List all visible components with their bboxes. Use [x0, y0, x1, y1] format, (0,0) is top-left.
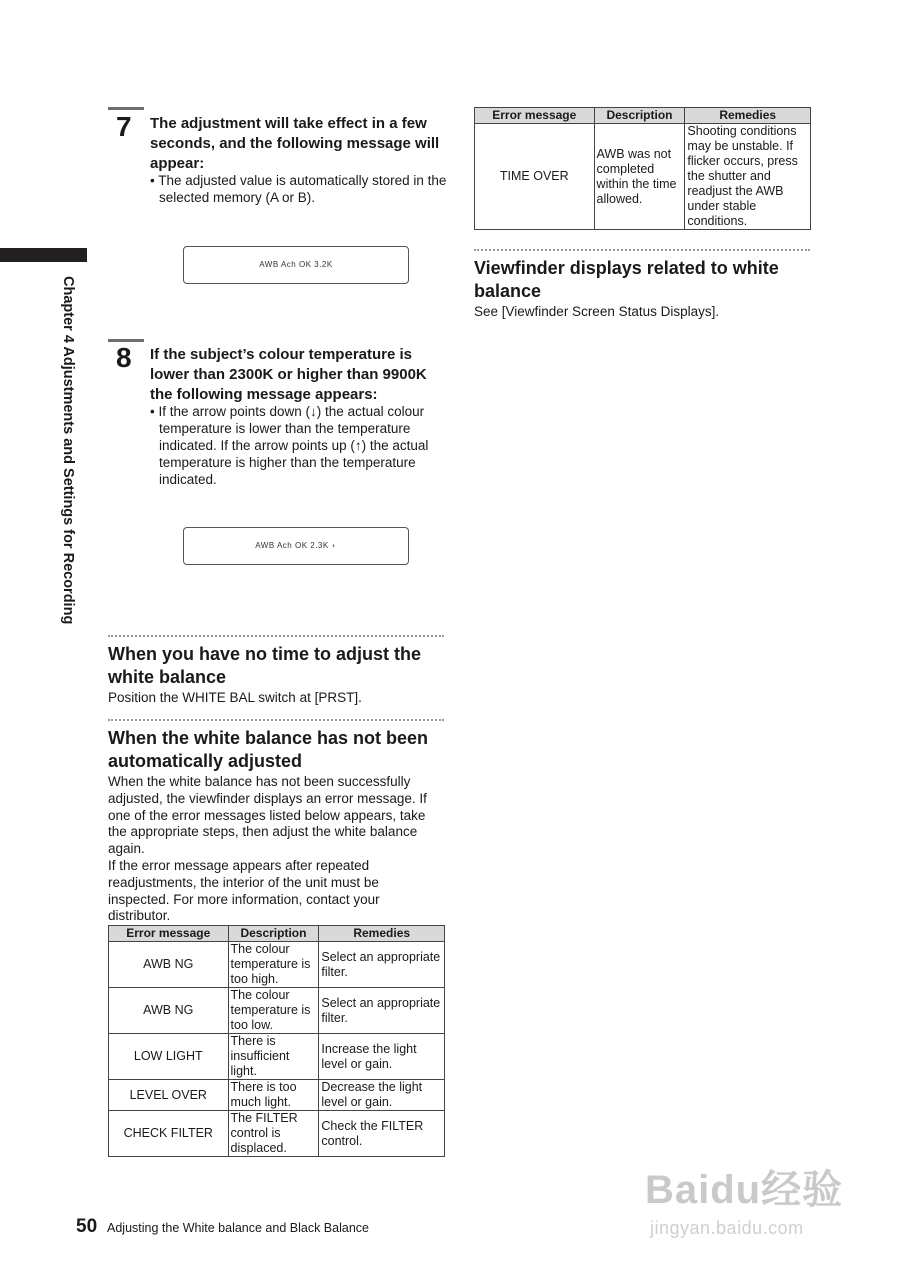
- step-8-title: If the subject’s colour temperature is lower than 2300K or higher than 9900K the following message appears:: [150, 346, 427, 403]
- header-remedies: Remedies: [319, 926, 445, 942]
- viewfinder-heading: Viewfinder displays related to white balance: [474, 258, 779, 301]
- baidu-watermark-logo: Baidu经验: [645, 1168, 844, 1212]
- header-description: Description: [594, 108, 685, 124]
- error-message-cell: LOW LIGHT: [109, 1034, 229, 1080]
- description-cell: The colour temperature is too low.: [228, 988, 319, 1034]
- description-cell: AWB was not completed within the time allowed.: [594, 124, 685, 230]
- description-cell: There is insufficient light.: [228, 1034, 319, 1080]
- header-remedies: Remedies: [685, 108, 811, 124]
- remedy-cell: Select an appropriate filter.: [319, 988, 445, 1034]
- error-message-cell: LEVEL OVER: [109, 1080, 229, 1111]
- error-message-table: [108, 925, 445, 1157]
- remedy-cell: Decrease the light level or gain.: [319, 1080, 445, 1111]
- table-header-row: [475, 108, 811, 124]
- section-divider: [108, 719, 444, 721]
- table-row: [109, 1111, 445, 1157]
- viewfinder-text: See [Viewfinder Screen Status Displays].: [474, 304, 720, 319]
- error-message-cell: CHECK FILTER: [109, 1111, 229, 1157]
- no-time-heading: When you have no time to adjust the white balance: [108, 644, 422, 687]
- table-header-row: [109, 926, 445, 942]
- step-8-bullet: • If the arrow points down (↓) the actual colour temperature is lower than the temperature indicated. If the arrow points up (↑) the actual temperature is higher than the temperature indicated.: [150, 404, 429, 487]
- description-cell: The colour temperature is too high.: [228, 942, 319, 988]
- table-row: [475, 124, 811, 230]
- remedy-cell: Check the FILTER control.: [319, 1111, 445, 1157]
- description-cell: The FILTER control is displaced.: [228, 1111, 319, 1157]
- header-error-message: Error message: [109, 926, 229, 942]
- step-7-title: The adjustment will take effect in a few seconds, and the following message will appear:: [150, 115, 440, 172]
- section-divider: [108, 635, 444, 637]
- step-8-number: 8: [116, 342, 132, 373]
- table-row: [109, 1080, 445, 1111]
- header-description: Description: [228, 926, 319, 942]
- awb-display-ok: AWB Ach OK 3.2K: [183, 246, 409, 284]
- step-7-rule: [108, 107, 144, 110]
- table-row: [109, 1034, 445, 1080]
- not-adjusted-heading: When the white balance has not been automatically adjusted: [108, 728, 429, 771]
- baidu-watermark-url: jingyan.baidu.com: [650, 1218, 804, 1238]
- time-over-table: [474, 107, 811, 230]
- description-cell: There is too much light.: [228, 1080, 319, 1111]
- chapter-tab-bar: [0, 248, 87, 262]
- table-row: [109, 988, 445, 1034]
- remedy-cell: Shooting conditions may be unstable. If flicker occurs, press the shutter and readjust the AWB under stable conditions.: [685, 124, 811, 230]
- step-7-bullet: • The adjusted value is automatically stored in the selected memory (A or B).: [150, 173, 447, 205]
- not-adjusted-text-1: When the white balance has not been successfully adjusted, the viewfinder displays an error message. If one of the error messages listed below appears, take the appropriate steps, then adjust the white balance again.: [108, 774, 427, 857]
- remedy-cell: Select an appropriate filter.: [319, 942, 445, 988]
- footer-title: Adjusting the White balance and Black Balance: [107, 1221, 369, 1235]
- no-time-text: Position the WHITE BAL switch at [PRST].: [108, 690, 362, 705]
- error-message-cell: AWB NG: [109, 942, 229, 988]
- section-divider: [474, 249, 810, 251]
- error-message-cell: AWB NG: [109, 988, 229, 1034]
- table-row: [109, 942, 445, 988]
- header-error-message: Error message: [475, 108, 595, 124]
- error-message-cell: TIME OVER: [475, 124, 595, 230]
- awb-display-arrow: AWB Ach OK 2.3K ⍖: [183, 527, 409, 565]
- chapter-title-vertical: Chapter 4 Adjustments and Settings for Recording: [60, 276, 76, 625]
- page-number: 50: [76, 1216, 98, 1237]
- not-adjusted-text-2: If the error message appears after repeated readjustments, the interior of the unit must be inspected. For more information, contact your distributor.: [108, 858, 380, 924]
- step-7-number: 7: [116, 111, 132, 142]
- remedy-cell: Increase the light level or gain.: [319, 1034, 445, 1080]
